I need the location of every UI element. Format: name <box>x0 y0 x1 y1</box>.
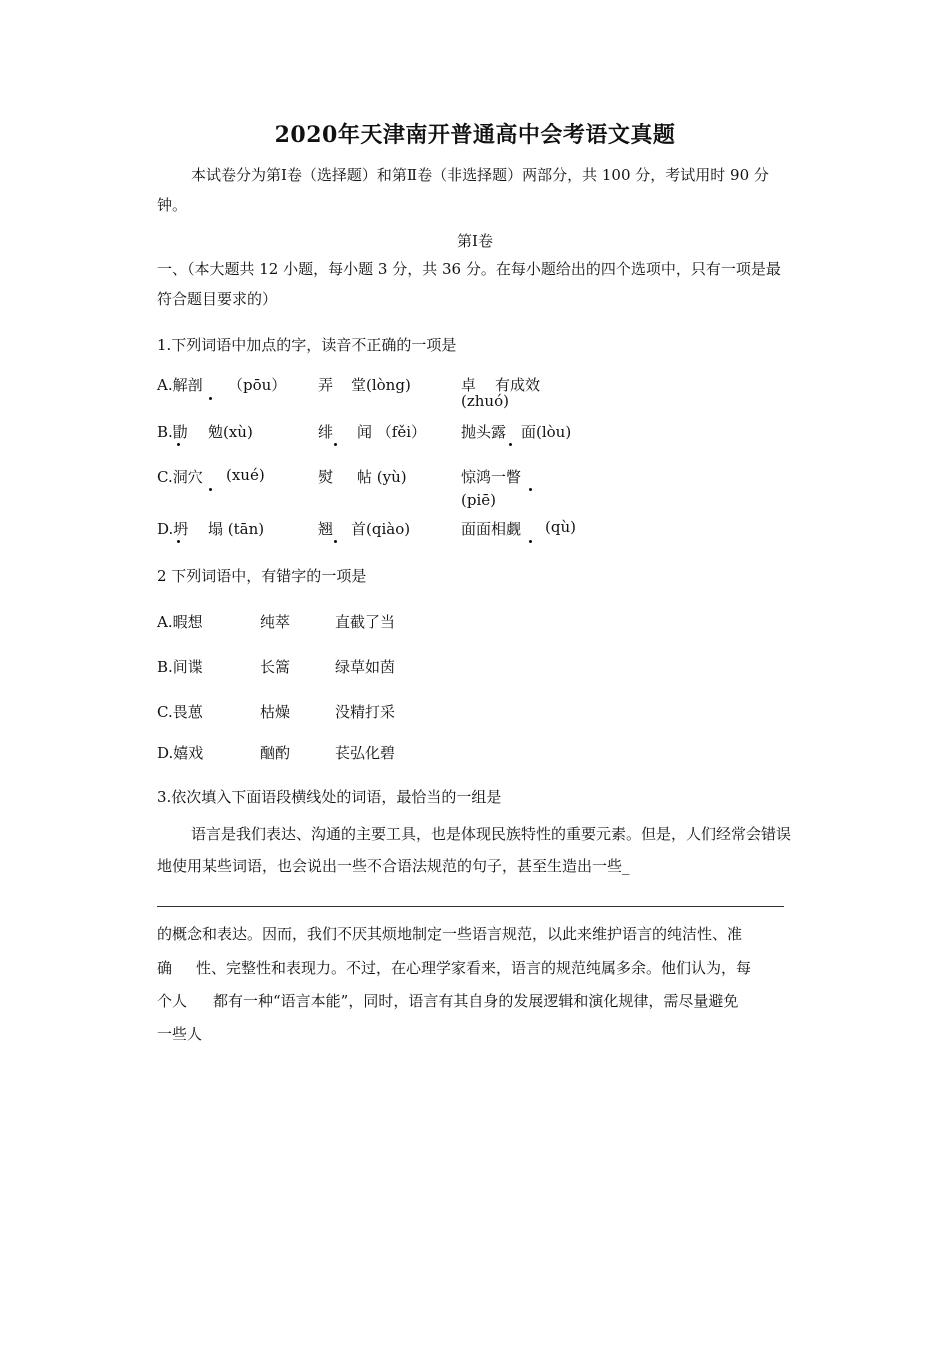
q1-c-word2-char: 熨 <box>318 468 334 486</box>
q3-passage-line2-rest: 性、完整性和表现力。不过，在心理学家看来，语言的规范纯属多余。他们认为，每 <box>196 959 752 977</box>
intro-paragraph: 本试卷分为第Ⅰ卷（选择题）和第Ⅱ卷（非选择题）两部分，共 100 分，考试用时 90 分钟。 <box>157 166 769 214</box>
emphasis-dot <box>529 540 532 543</box>
q1-b-word3-rest: 面(lòu) <box>521 423 572 441</box>
q1-d-word3: 面面相觑 <box>461 520 522 538</box>
q1-d-word1-rest: 塌 (tān) <box>208 520 265 538</box>
q1-d-word2-char: 翘 <box>318 520 334 538</box>
q1-c-word2-rest: 帖 (yù) <box>357 468 407 486</box>
q2-a-word2: 纯萃 <box>260 613 291 631</box>
q2-b-word1: B.间谍 <box>157 658 203 676</box>
q1-b-word2-char: 绯 <box>318 423 334 441</box>
emphasis-dot <box>334 443 337 446</box>
emphasis-dot <box>334 540 337 543</box>
q1-stem: 1.下列词语中加点的字，读音不正确的一项是 <box>157 336 457 354</box>
emphasis-dot <box>177 443 180 446</box>
q1-c-word1-pinyin: (xué) <box>226 466 265 484</box>
q1-a-word3-char: 卓 <box>461 376 477 394</box>
q1-a-word1-pinyin: （pōu） <box>228 376 287 394</box>
q1-a-word2-rest: 堂(lòng) <box>351 376 411 394</box>
emphasis-dot <box>529 488 532 491</box>
q2-c-word1: C.畏葸 <box>157 703 203 721</box>
q3-passage-part1: 语言是我们表达、沟通的主要工具，也是体现民族特性的重要元素。但是，人们经常会错误地使用某些词语，也会说出一些不合语法规范的句子，甚至生造出一些_ <box>157 825 792 875</box>
q1-b-word1-rest: 勉(xù) <box>208 423 253 441</box>
q2-d-word2: 酗酌 <box>260 744 291 762</box>
q2-d-word3: 苌弘化碧 <box>335 744 396 762</box>
q1-b-word1-char: B.勖 <box>157 423 188 441</box>
q1-b-word3-char: 抛头露 <box>461 423 507 441</box>
q1-b-word2-rest: 闻 （fěi） <box>357 423 426 441</box>
q1-d-word1-char: D.坍 <box>157 520 189 538</box>
q2-d-word1: D.嬉戏 <box>157 744 204 762</box>
q2-b-word3: 绿草如茵 <box>335 658 396 676</box>
emphasis-dot <box>177 540 180 543</box>
q2-c-word3: 没精打采 <box>335 703 396 721</box>
section-heading: 第Ⅰ卷 <box>457 232 493 250</box>
q1-c-word3: 惊鸿一瞥 <box>461 468 522 486</box>
emphasis-dot <box>209 488 212 491</box>
fill-in-blank-line <box>157 906 784 907</box>
section-instructions: 一、（本大题共 12 小题，每小题 3 分，共 36 分。在每小题给出的四个选项中，只有一项是最符合题目要求的） <box>157 260 781 308</box>
q1-d-word2-rest: 首(qiào) <box>351 520 411 538</box>
q3-passage-line2-start: 确 <box>157 959 173 977</box>
q1-c-word3-pinyin: (piē) <box>461 491 496 509</box>
q2-a-word1: A.暇想 <box>157 613 203 631</box>
q2-stem: 2 下列词语中，有错字的一项是 <box>157 567 367 585</box>
q3-stem: 3.依次填入下面语段横线处的词语，最恰当的一组是 <box>157 788 502 806</box>
emphasis-dot <box>509 443 512 446</box>
q3-passage-line3-rest: 都有一种“语言本能”，同时，语言有其自身的发展逻辑和演化规律，需尽量避免 <box>213 992 739 1010</box>
q3-passage-line1: 的概念和表达。因而，我们不厌其烦地制定一些语言规范，以此来维护语言的纯洁性、准 <box>157 925 743 943</box>
q2-c-word2: 枯燥 <box>260 703 291 721</box>
page-title: 2020年天津南开普通高中会考语文真题 <box>274 122 676 148</box>
q1-a-word3-rest: 有成效 <box>495 376 541 394</box>
q3-passage-line3-start: 个人 <box>157 992 188 1010</box>
q2-a-word3: 直截了当 <box>335 613 396 631</box>
q1-a-word2-char: 弄 <box>318 376 334 394</box>
q1-c-word1: C.洞穴 <box>157 468 203 486</box>
q3-passage-line4: 一些人 <box>157 1025 203 1043</box>
q1-a-word1: A.解剖 <box>157 376 203 394</box>
q1-d-word3-pinyin: (qù) <box>545 518 576 536</box>
q2-b-word2: 长篙 <box>260 658 291 676</box>
q1-a-word3-pinyin: (zhuó) <box>461 392 509 410</box>
emphasis-dot <box>209 397 212 400</box>
